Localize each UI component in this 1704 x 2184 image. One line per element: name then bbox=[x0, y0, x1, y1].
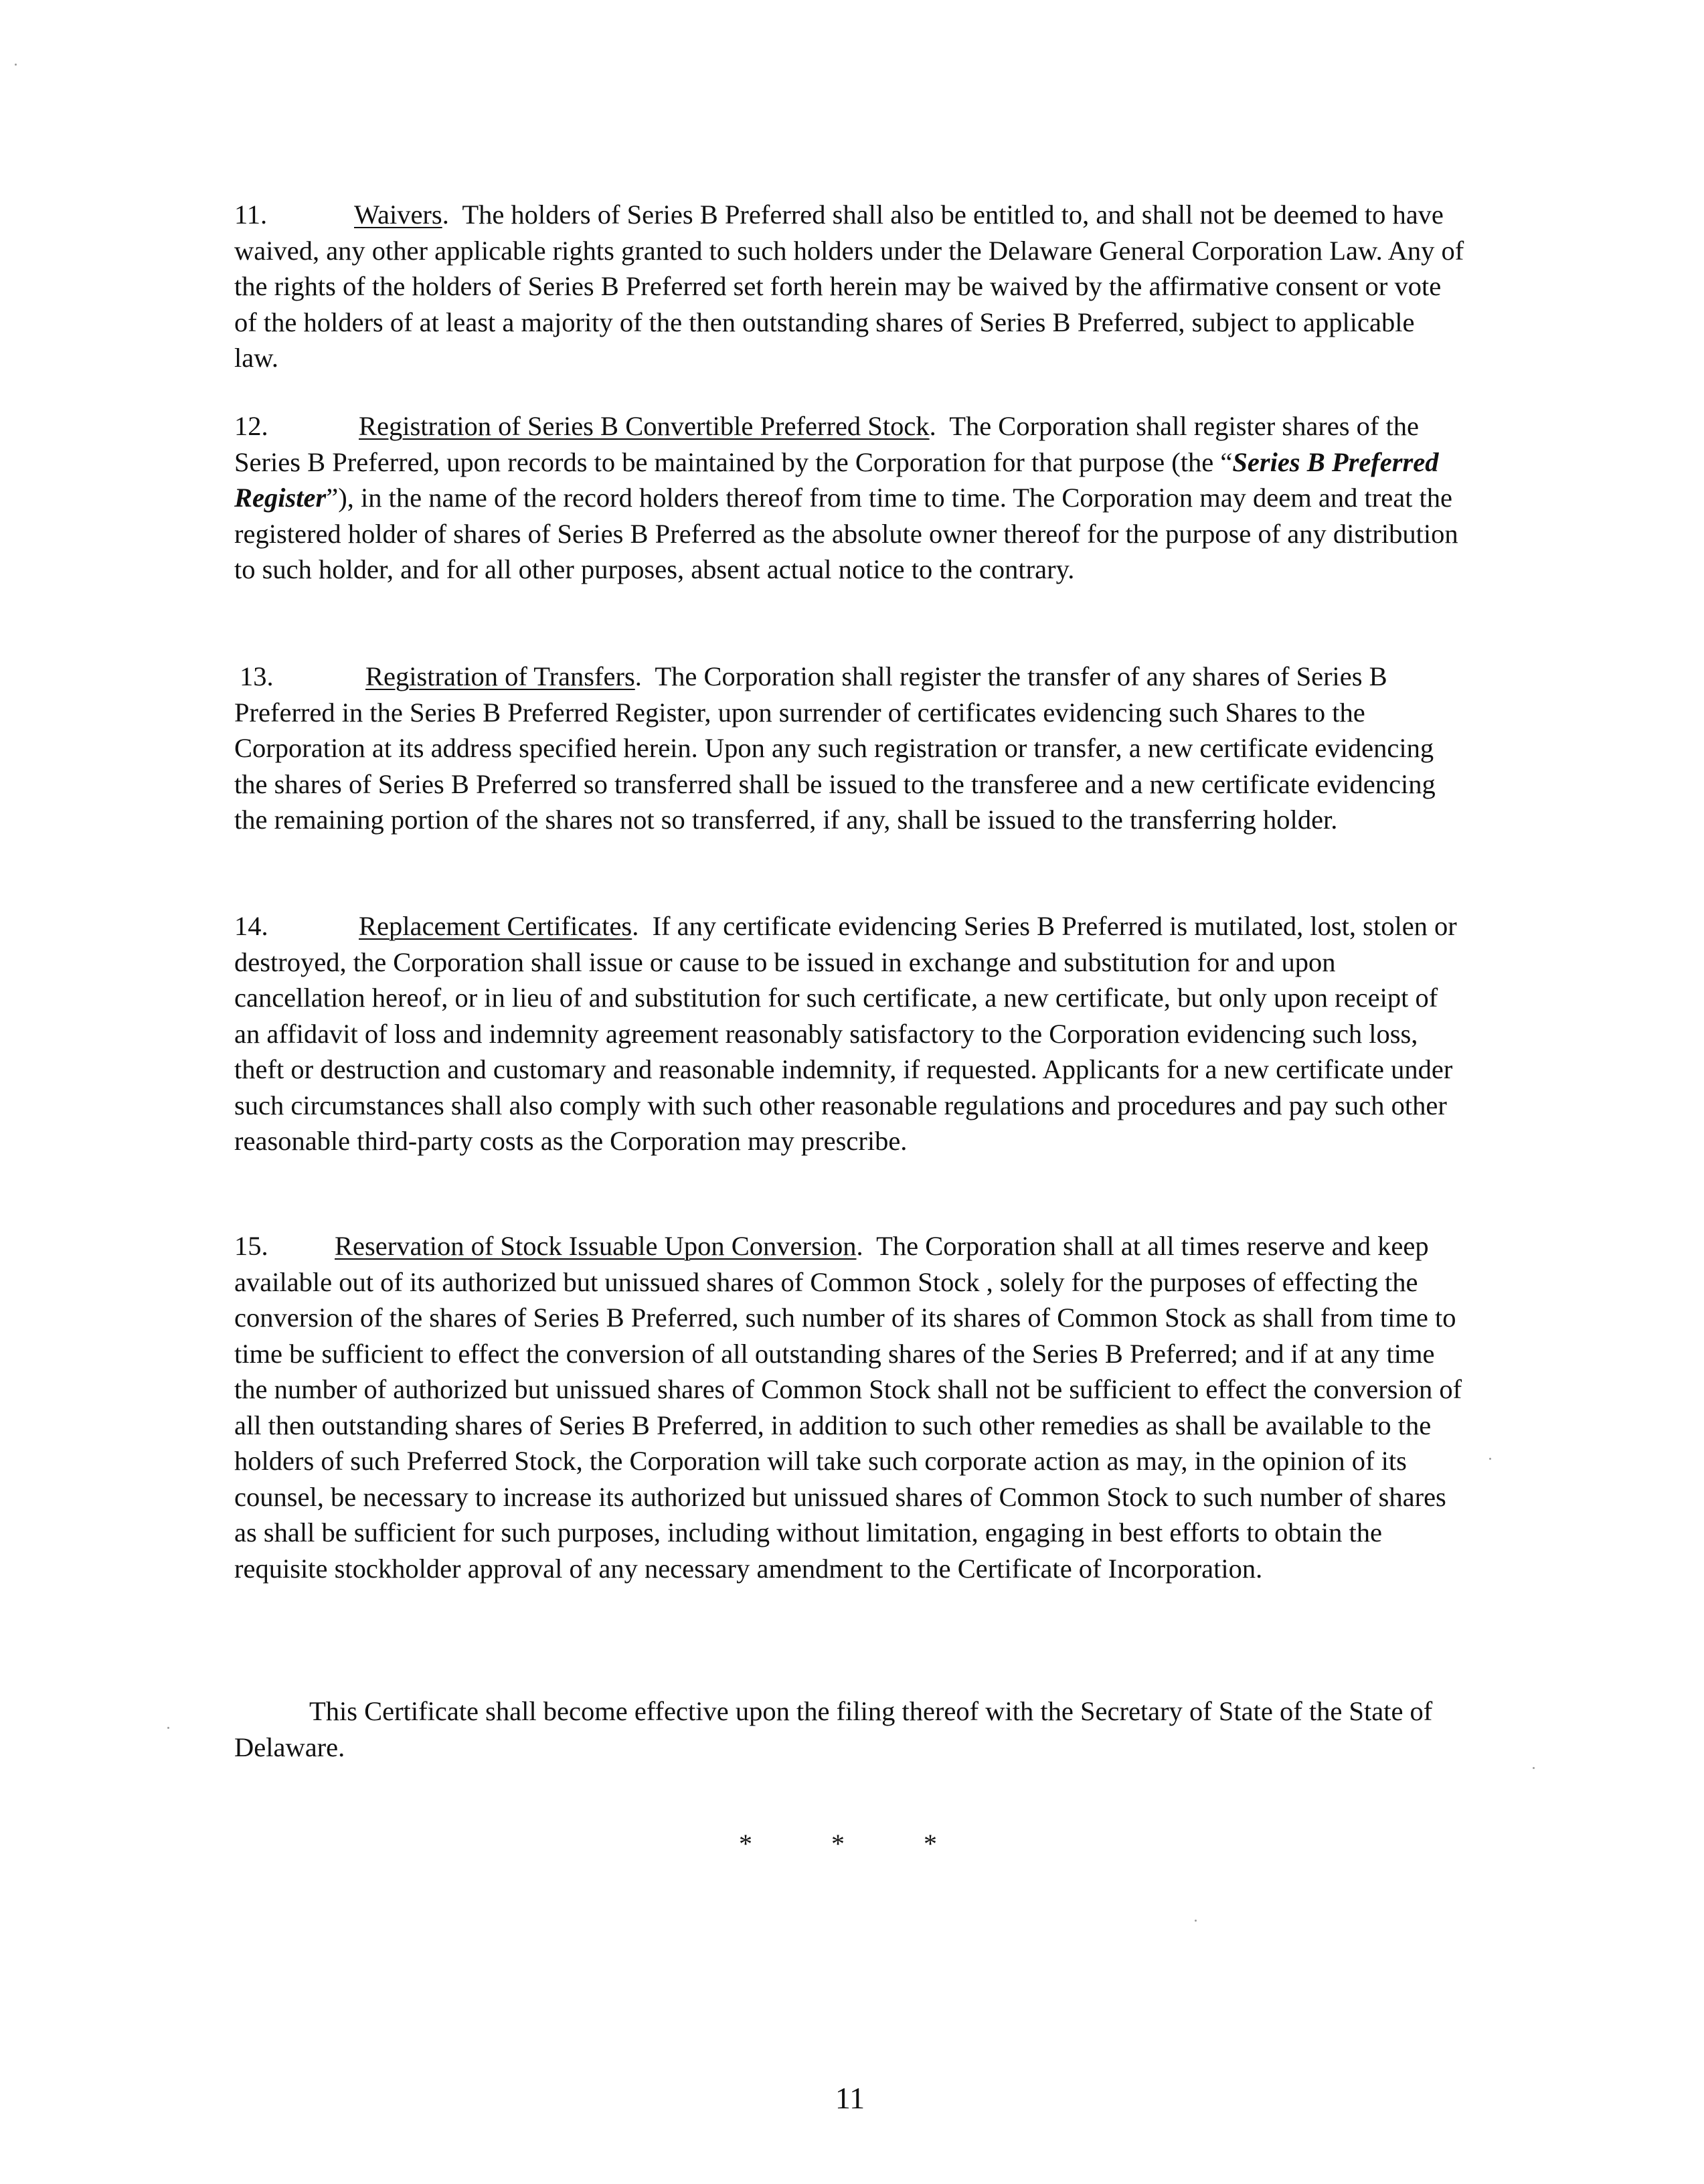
scan-speck bbox=[167, 1727, 169, 1729]
separator-star: * bbox=[924, 1829, 937, 1859]
section-heading: Registration of Series B Convertible Preferred Stock bbox=[359, 411, 930, 441]
section-heading: Replacement Certificates bbox=[359, 911, 632, 941]
section-heading: Reservation of Stock Issuable Upon Conversion bbox=[335, 1231, 857, 1261]
section-14: 14. Replacement Certificates. If any certificate evidencing Series B Preferred is mutilated, lost, stolen or destroyed, the Corporation shall issue or cause to be issued in exchange and substitution for and upon cancellation hereof, or in lieu of and substitution for such certificate, a new certificate, but only upon receipt of an affidavit of loss and indemnity agreement reasonably satisfactory to the Corporation evidencing such loss, theft or destruction and customary and reasonable indemnity, if requested. Applicants for a new certificate under such circumstances shall also comply with such other reasonable regulations and procedures and pay such other reasonable third-party costs as the Corporation may prescribe. bbox=[234, 908, 1464, 1159]
section-body: If any certificate evidencing Series B Preferred is mutilated, lost, stolen or destroyed, the Corporation shall issue or cause to be issued in exchange and substitution for and upon cancellation hereof, or in lieu of and substitution for such certificate, a new certificate, but only upon receipt of an affidavit of loss and indemnity agreement reasonably satisfactory to the Corporation evidencing such loss, theft or destruction and customary and reasonable indemnity, if requested. Applicants for a new certificate under such circumstances shall also comply with such other reasonable regulations and procedures and pay such other reasonable third-party costs as the Corporation may prescribe. bbox=[234, 911, 1457, 1156]
separator-star: * bbox=[739, 1829, 752, 1859]
scan-speck bbox=[1489, 1458, 1491, 1460]
section-body-continued: ”), in the name of the record holders thereof from time to time. The Corporation may deem and treat the registered holder of shares of Series B Preferred as the absolute owner thereof for the purpose of any distribution to such holder, and for all other purposes, absent actual notice to the contrary. bbox=[234, 483, 1458, 584]
scan-speck bbox=[15, 64, 17, 66]
closing-paragraph: This Certificate shall become effective upon the filing thereof with the Secretary of State of the State of Delaware. bbox=[234, 1696, 1433, 1762]
section-number: 13. bbox=[240, 661, 274, 691]
section-body: The holders of Series B Preferred shall also be entitled to, and shall not be deemed to have waived, any other applicable rights granted to such holders under the Delaware General Corporation Law. Any of the rights of the holders of Series B Preferred set forth herein may be waived by the affirmative consent or vote of the holders of at least a majority of the then outstanding shares of Series B Preferred, subject to applicable law. bbox=[234, 199, 1464, 373]
section-body: The Corporation shall register the transfer of any shares of Series B Preferred in the Series B Preferred Register, upon surrender of certificates evidencing such Shares to the Corporation at its address specified herein. Upon any such registration or transfer, a new certificate evidencing the shares of Series B Preferred so transferred shall be issued to the transferee and a new certificate evidencing the remaining portion of the shares not so transferred, if any, shall be issued to the transferring holder. bbox=[234, 661, 1436, 835]
separator-star: * bbox=[831, 1829, 845, 1859]
section-number: 12. bbox=[234, 411, 268, 441]
section-heading: Registration of Transfers bbox=[365, 661, 635, 691]
page-number: 11 bbox=[835, 2081, 865, 2115]
section-13: 13. Registration of Transfers. The Corporation shall register the transfer of any shares of Series B Preferred in the Series B Preferred Register, upon surrender of certificates evidencing such Shares to the Corporation at its address specified herein. Upon any such registration or transfer, a new certificate evidencing the shares of Series B Preferred so transferred shall be issued to the transferee and a new certificate evidencing the remaining portion of the shares not so transferred, if any, shall be issued to the transferring holder. bbox=[234, 659, 1464, 838]
section-body: The Corporation shall at all times reserve and keep available out of its authorized but unissued shares of Common Stock , solely for the purposes of effecting the conversion of the shares of Series B Preferred, such number of its shares of Common Stock as shall from time to time be sufficient to effect the conversion of all outstanding shares of the Series B Preferred; and if at any time the number of authorized but unissued shares of Common Stock shall not be sufficient to effect the conversion of all then outstanding shares of Series B Preferred, in addition to such other remedies as shall be available to the holders of such Preferred Stock, the Corporation will take such corporate action as may, in the opinion of its counsel, be necessary to increase its authorized but unissued shares of Common Stock to such number of shares as shall be sufficient for such purposes, including without limitation, engaging in best efforts to obtain the requisite stockholder approval of any necessary amendment to the Certificate of Incorporation. bbox=[234, 1231, 1462, 1584]
section-number: 11. bbox=[234, 199, 268, 230]
section-number: 14. bbox=[234, 911, 268, 941]
section-body: The Corporation shall register shares of the Series B Preferred, upon records to be maintained by the Corporation for that purpose (the “ bbox=[234, 411, 1420, 477]
section-15: 15. Reservation of Stock Issuable Upon Conversion. The Corporation shall at all times reserve and keep available out of its authorized but unissued shares of Common Stock , solely for the purposes of effecting the conversion of the shares of Series B Preferred, such number of its shares of Common Stock as shall from time to time be sufficient to effect the conversion of all outstanding shares of the Series B Preferred; and if at any time the number of authorized but unissued shares of Common Stock shall not be sufficient to effect the conversion of all then outstanding shares of Series B Preferred, in addition to such other remedies as shall be available to the holders of such Preferred Stock, the Corporation will take such corporate action as may, in the opinion of its counsel, be necessary to increase its authorized but unissued shares of Common Stock to such number of shares as shall be sufficient for such purposes, including without limitation, engaging in best efforts to obtain the requisite stockholder approval of any necessary amendment to the Certificate of Incorporation. bbox=[234, 1228, 1464, 1586]
scan-speck bbox=[1195, 1920, 1197, 1922]
defined-term: Series B Preferred Register bbox=[234, 446, 1439, 513]
section-11: 11. Waivers. The holders of Series B Preferred shall also be entitled to, and shall not be deemed to have waived, any other applicable rights granted to such holders under the Delaware General Corporation Law. Any of the rights of the holders of Series B Preferred set forth herein may be waived by the affirmative consent or vote of the holders of at least a majority of the then outstanding shares of Series B Preferred, subject to applicable law. bbox=[234, 197, 1464, 376]
scan-speck bbox=[1533, 1767, 1535, 1769]
section-heading: Waivers bbox=[354, 199, 442, 230]
section-number: 15. bbox=[234, 1231, 268, 1261]
section-12: 12. Registration of Series B Convertible Preferred Stock. The Corporation shall register shares of the Series B Preferred, upon records to be maintained by the Corporation for that purpose (the “Series B Preferred Register”), in the name of the record holders thereof from time to time. The Corporation may deem and treat the registered holder of shares of Series B Preferred as the absolute owner thereof for the purpose of any distribution to such holder, and for all other purposes, absent actual notice to the contrary. bbox=[234, 408, 1464, 588]
